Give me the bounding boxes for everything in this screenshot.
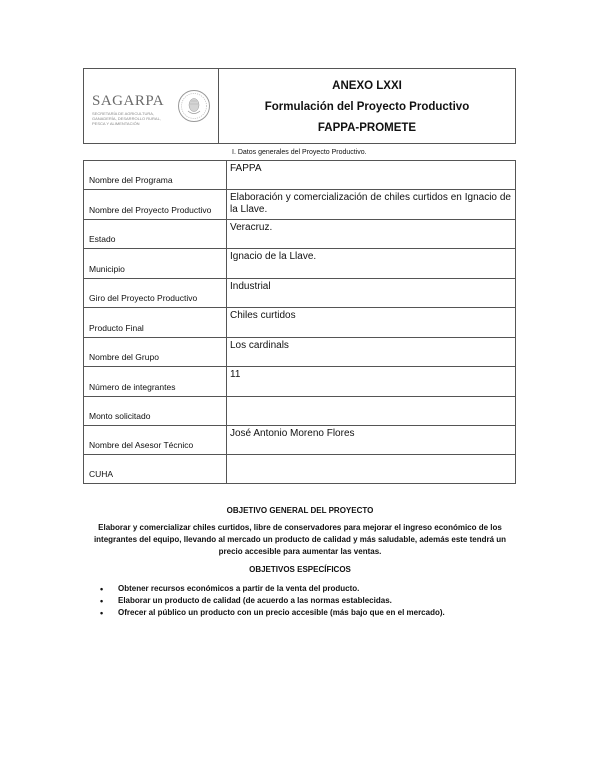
row-value: Industrial <box>227 279 516 308</box>
row-value: Chiles curtidos <box>227 308 516 338</box>
header-titles <box>219 69 515 143</box>
table-row <box>84 397 516 426</box>
row-value: José Antonio Moreno Flores <box>227 426 516 455</box>
row-label: Nombre del Programa <box>84 161 227 190</box>
row-value: Veracruz. <box>227 220 516 249</box>
row-value: FAPPA <box>227 161 516 190</box>
document-header <box>83 68 516 144</box>
logo-text: SAGARPA <box>92 93 165 109</box>
mexico-seal-icon <box>177 89 211 123</box>
sagarpa-logo <box>84 69 219 143</box>
row-label: Número de integrantes <box>84 367 227 397</box>
logo-subtext: SECRETARÍA DE AGRICULTURA, GANADERÍA, DESARROLLO RURAL, PESCA Y ALIMENTACIÓN <box>92 111 161 126</box>
row-label: Municipio <box>84 249 227 279</box>
list-item: • Elaborar un producto de calidad (de acuerdo a las normas establecidas. <box>100 595 445 607</box>
table-row <box>84 249 516 279</box>
row-value: Ignacio de la Llave. <box>227 249 516 279</box>
table-row <box>84 426 516 455</box>
section-label: I. Datos generales del Proyecto Productivo. <box>232 149 367 156</box>
program-title: FAPPA-PROMETE <box>317 121 417 134</box>
row-label: Nombre del Proyecto Productivo <box>84 190 227 220</box>
row-label: Producto Final <box>84 308 227 338</box>
row-value <box>227 455 516 484</box>
row-value <box>227 397 516 426</box>
general-data-table <box>83 160 516 484</box>
row-label: Estado <box>84 220 227 249</box>
general-objective-title: OBJETIVO GENERAL DEL PROYECTO <box>226 506 374 515</box>
row-label: Giro del Proyecto Productivo <box>84 279 227 308</box>
annex-title: ANEXO LXXI <box>332 79 402 92</box>
row-label: CUHA <box>84 455 227 484</box>
table-row <box>84 161 516 190</box>
table-row <box>84 220 516 249</box>
table-row <box>84 338 516 367</box>
table-row <box>84 279 516 308</box>
row-value: 11 <box>227 367 516 397</box>
table-row <box>84 308 516 338</box>
table-row <box>84 190 516 220</box>
list-item: • Ofrecer al público un producto con un precio accesible (más bajo que en el mercado). <box>100 607 445 619</box>
table-row <box>84 367 516 397</box>
list-item: • Obtener recursos económicos a partir de la venta del producto. <box>100 583 445 595</box>
row-label: Monto solicitado <box>84 397 227 426</box>
row-value: Elaboración y comercialización de chiles curtidos en Ignacio de la Llave. <box>227 190 516 220</box>
table-row <box>84 455 516 484</box>
general-objective-text: Elaborar y comercializar chiles curtidos, libre de conservadores para mejorar el ingreso económico de los integrantes del equipo, llevando al mercado un producto de calidad y más saludable, además este tendrá un precio accesible para aumentar las ventas. <box>93 523 507 556</box>
row-label: Nombre del Asesor Técnico <box>84 426 227 455</box>
specific-objectives-title: OBJETIVOS ESPECÍFICOS <box>249 565 351 574</box>
specific-objectives-list <box>100 583 445 619</box>
document-title: Formulación del Proyecto Productivo <box>264 100 470 113</box>
row-value: Los cardinals <box>227 338 516 367</box>
row-label: Nombre del Grupo <box>84 338 227 367</box>
